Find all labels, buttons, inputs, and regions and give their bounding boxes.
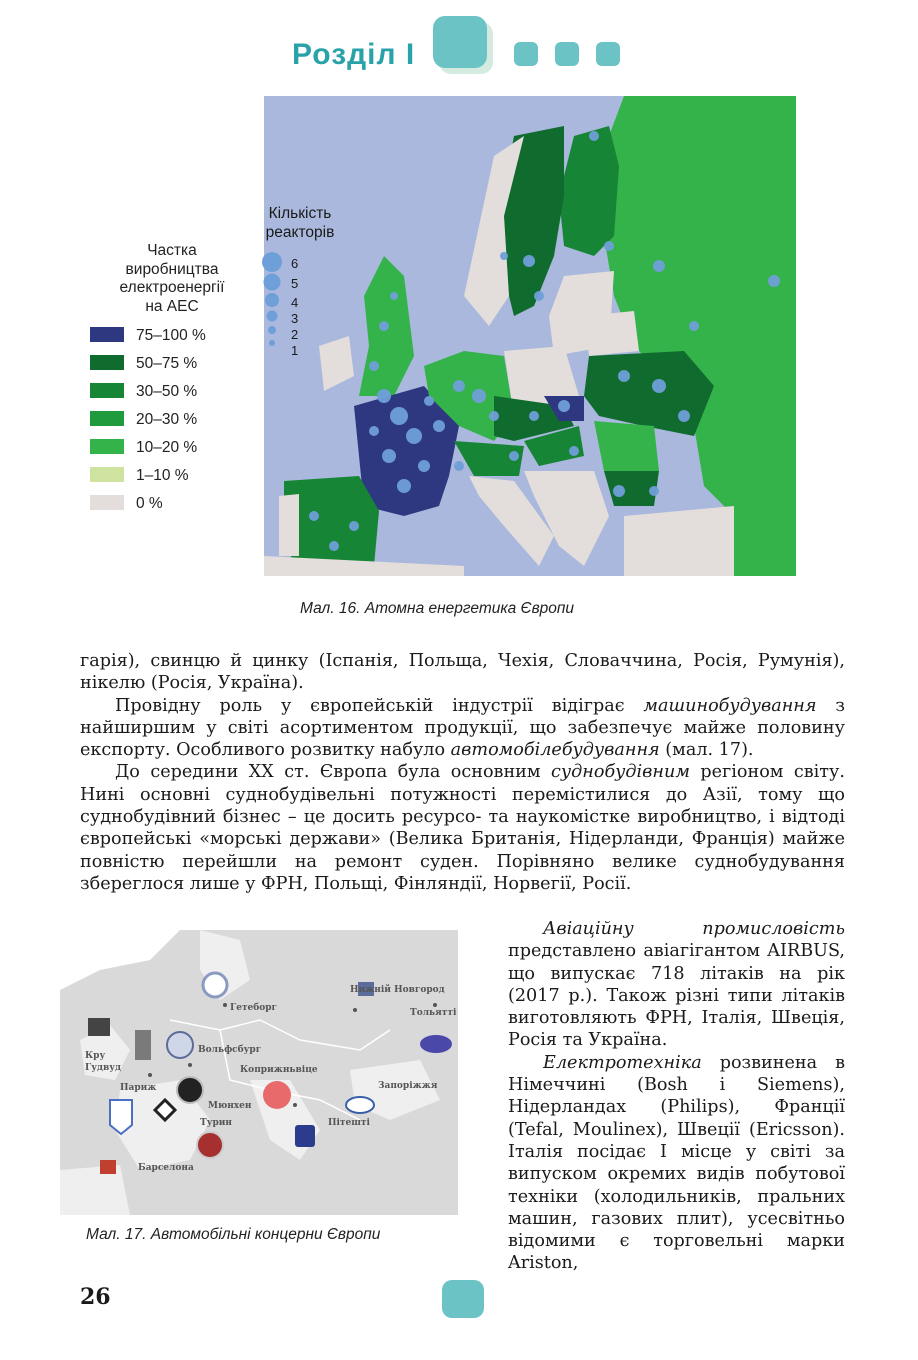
reactor-count-2: 2 [291, 327, 299, 342]
legend-item-10-20: 10–20 % [90, 439, 197, 457]
legend-swatch [90, 411, 124, 426]
figure16-caption: Мал. 16. Атомна енергетика Європи [300, 600, 575, 617]
legend-item-30-50: 30–50 % [90, 383, 197, 401]
legend-title: Частка виробництва електроенергії на АЕС [119, 242, 225, 315]
legend-item-20-30: 20–30 % [90, 411, 197, 429]
city-label: Запоріжжя [378, 1081, 438, 1091]
legend-swatch [90, 495, 124, 510]
reactor-count-5: 5 [291, 276, 299, 291]
legend-item-0: 0 % [90, 495, 163, 513]
right-column-text [508, 918, 845, 1275]
legend-swatch [90, 439, 124, 454]
header-dot-1 [514, 42, 538, 66]
legend-item-1-10: 1–10 % [90, 467, 189, 485]
reactor-count-6: 6 [291, 256, 299, 271]
city-label: Париж [120, 1083, 157, 1093]
paragraph-4: Авіаційну промисловість представлено авіагігантом AIRBUS, що випускає 718 літаків на рік (2017 р.). Також різні типи літаків виготовляють ФРН, Італія, Швеція, Росія та Україна. [508, 919, 845, 1051]
header-dot-2 [555, 42, 579, 66]
city-label: Мюнхен [208, 1101, 252, 1111]
legend-swatch [90, 383, 124, 398]
reactor-count-3: 3 [291, 311, 299, 326]
legend-item-75-100: 75–100 % [90, 327, 206, 345]
city-label: Барселона [138, 1163, 194, 1173]
reactor-count-4: 4 [291, 295, 299, 310]
paragraph-3: До середини XX ст. Європа була основним суднобудівним регіоном світу. Нині основні суднобудівельні потужності перемістилися до Азії, тому що суднобудівний бізнес – це досить ресурсо- та наукомістке виробництво, і відтоді європейські «морські держави» (Велика Британія, Нідерланди, Франція) майже повністю перейшли на ремонт суден. Порівняно велике суднобудування збереглося лише у ФРН, Польщі, Фінляндії, Норвегії, Росії. [80, 762, 845, 894]
paragraph-1: гарія), свинцю й цинку (Іспанія, Польща, Чехія, Словаччина, Росія, Румунія), нікелю (Росія, Україна). [80, 651, 845, 694]
reactors-legend-title: Кількість реакторів [265, 205, 335, 241]
chapter-title: Розділ І [292, 38, 416, 71]
city-label: Гудвуд [85, 1063, 121, 1073]
header-accent-square [433, 16, 487, 68]
city-label: Турин [200, 1118, 233, 1128]
paragraph-5: Електротехніка розвинена в Німеччині (Bosh і Siemens), Нідерландах (Philips), Франції (Tefal, Moulinex), Швеції (Ericsson). Італія посідає І місце у світі за випуском окремих видів побутової техніки (холодильників, пральних машин, газових плит), усесвітньо відомими є торговельні марки Ariston, [508, 1052, 845, 1274]
city-label: Нижній Новгород [350, 985, 445, 995]
city-label: Вольфсбург [198, 1045, 262, 1055]
footer-accent-square [442, 1280, 484, 1318]
city-label: Гетеборг [230, 1003, 278, 1013]
city-label: Кру [85, 1051, 106, 1061]
main-text [80, 650, 845, 895]
car-manufacturers-map [60, 930, 458, 1215]
figure17-caption: Мал. 17. Автомобільні концерни Європи [86, 1226, 381, 1243]
paragraph-2: Провідну роль у європейській індустрії відіграє машинобудування з найширшим у світі асортиментом продукції, що забезпечує майже половину експорту. Особливого розвитку набуло автомобілебудування (мал. 17). [80, 695, 845, 761]
legend-item-50-75: 50–75 % [90, 355, 197, 373]
legend-swatch [90, 467, 124, 482]
city-label: Коприжньвіце [240, 1065, 318, 1075]
city-label: Тольятті [410, 1008, 457, 1018]
city-label: Пітешті [328, 1118, 370, 1128]
header-dot-3 [596, 42, 620, 66]
nuclear-energy-map [264, 96, 796, 576]
legend-swatch [90, 327, 124, 342]
reactor-count-1: 1 [291, 343, 299, 358]
legend-swatch [90, 355, 124, 370]
reactor-size-scale [258, 250, 288, 360]
page-number: 26 [80, 1284, 111, 1310]
